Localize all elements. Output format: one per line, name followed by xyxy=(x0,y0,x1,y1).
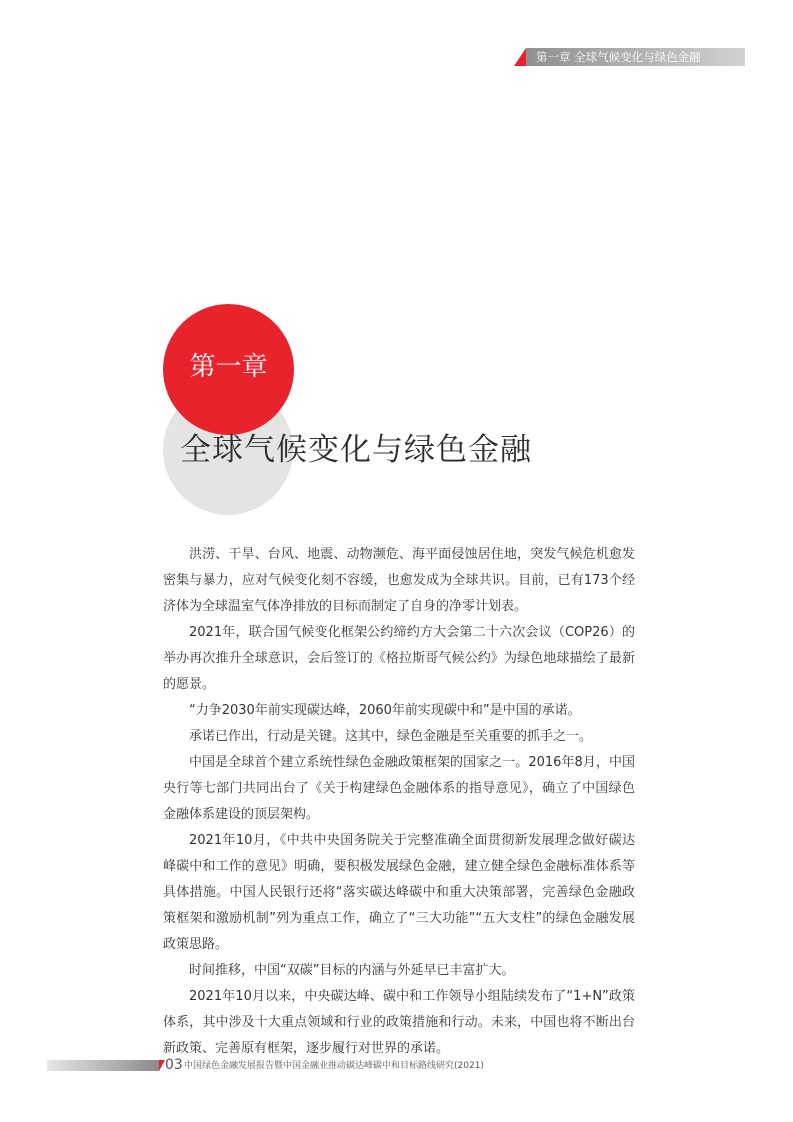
chapter-title: 全球气候变化与绿色金融 xyxy=(180,432,532,468)
page-number: 03 xyxy=(165,1057,183,1073)
footer-bar xyxy=(47,1060,159,1071)
paragraph: 2021年，联合国气候变化框架公约缔约方大会第二十六次会议（COP26）的举办再次推升全球意识，会后签订的《格拉斯哥气候公约》为绿色地球描绘了最新的愿景。 xyxy=(163,625,635,692)
paragraph: 洪涝、干旱、台风、地震、动物濒危、海平面侵蚀居住地，突发气候危机愈发密集与暴力，应对气候变化刻不容缓，也愈发成为全球共识。目前，已有173个经济体为全球温室气体净排放的目标而制定了自身的净零计划表。 xyxy=(163,547,635,614)
paragraph: 中国是全球首个建立系统性绿色金融政策框架的国家之一。2016年8月，中国央行等七部门共同出台了《关于构建绿色金融体系的指导意见》，确立了中国绿色金融体系建设的顶层架构。 xyxy=(163,755,635,822)
header-accent-red xyxy=(514,48,526,66)
body-text xyxy=(163,542,635,1062)
chapter-label: 第一章 xyxy=(189,352,268,382)
paragraph: 2021年10月，《中共中央国务院关于完整准确全面贯彻新发展理念做好碳达峰碳中和工作的意见》明确，要积极发展绿色金融，建立健全绿色金融标准体系等具体措施。中国人民银行还将“落实碳达峰碳中和重大决策部署，完善绿色金融政策框架和激励机制”列为重点工作，确立了“三大功能”“五大支柱”的绿色金融发展政策思路。 xyxy=(163,833,635,952)
footer-report-title: 中国绿色金融发展报告暨中国金融业推动碳达峰碳中和目标路线研究(2021) xyxy=(184,1061,484,1071)
running-header-title: 第一章 全球气候变化与绿色金融 xyxy=(536,50,701,64)
paragraph: 承诺已作出，行动是关键。这其中，绿色金融是至关重要的抓手之一。 xyxy=(189,729,593,744)
paragraph: “力争2030年前实现碳达峰，2060年前实现碳中和”是中国的承诺。 xyxy=(189,703,581,718)
paragraph: 2021年10月以来，中央碳达峰、碳中和工作领导小组陆续发布了“1+N”政策体系，其中涉及十大重点领域和行业的政策措施和行动。未来，中国也将不断出台新政策、完善原有框架，逐步履行对世界的承诺。 xyxy=(163,989,635,1056)
paragraph: 时间推移，中国“双碳”目标的内涵与外延早已丰富扩大。 xyxy=(189,963,515,978)
